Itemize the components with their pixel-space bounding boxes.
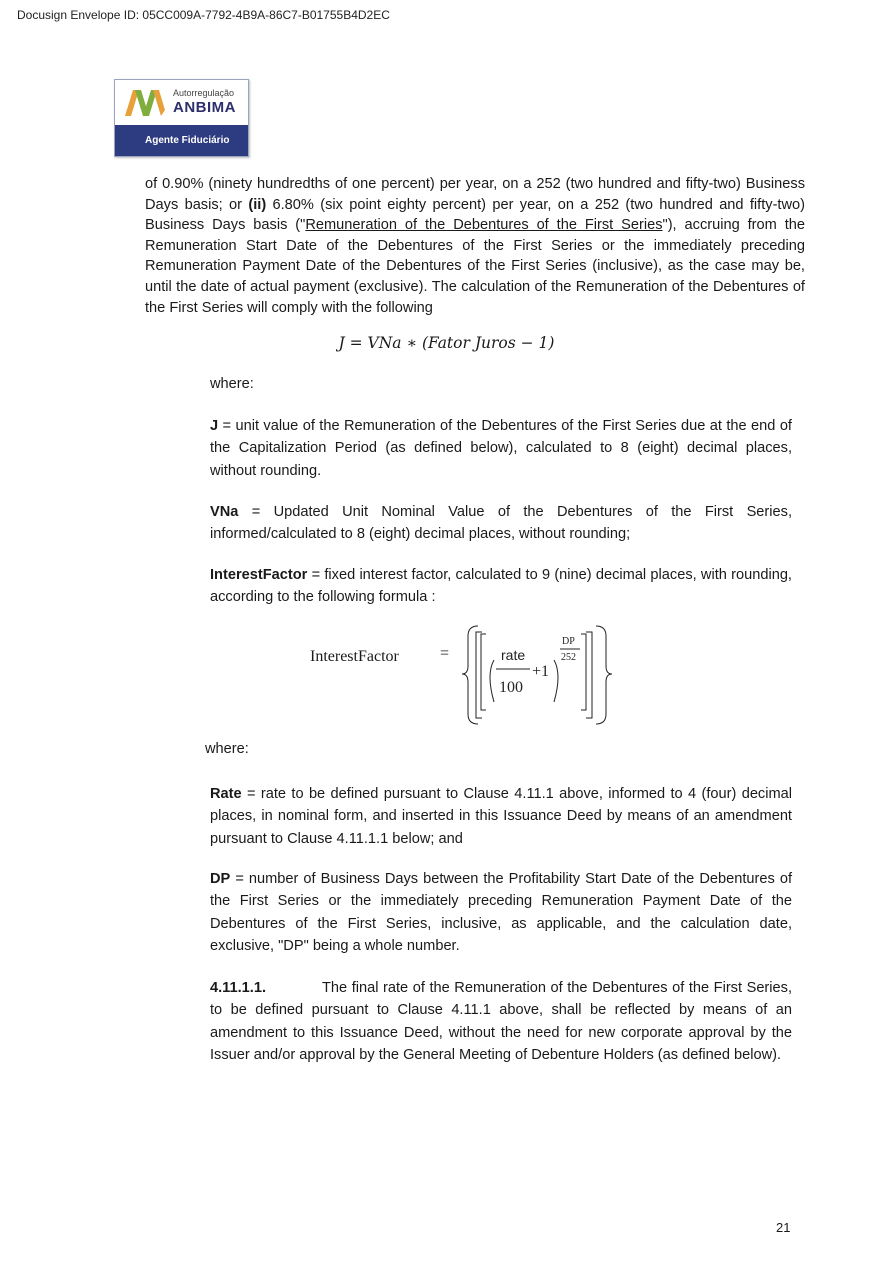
definition-rate: Rate = rate to be defined pursuant to Clause 4.11.1 above, informed to 4 (four) decimal places, in nominal form, and inserted in this Issuance Deed by means of an amendment pursuant to Clause 4.11.1.1 below; and <box>210 786 792 847</box>
intro-paragraph: of 0.90% (ninety hundredths of one percent) per year, on a 252 (two hundred and fifty-two) Business Days basis; or (ii) 6.80% (six point eighty percent) per year, on a 252 (two hundred and fifty-two) Business Days basis ("Remuneration of the Debentures of the First Series"), accruing from the Remuneration Start Date of the Debentures of the First Series or the immediately preceding Remuneration Payment Date of the Debentures of the First Series (inclusive), as the case may be, until the date of actual payment (exclusive). The calculation of the Remuneration of the Debentures of the First Series will comply with the following <box>145 176 806 316</box>
formula-label: InterestFactor <box>310 648 399 665</box>
clause-4-11-1-1: 4.11.1.1. The final rate of the Remuneration of the Debentures of the First Series, to be defined pursuant to Clause 4.11.1 above, shall be reflected by means of an amendment to this Issuance Deed, without the need for new corporate approval by the Issuer and/or approval by the General Meeting of Debenture Holders (as defined below). <box>210 980 792 1064</box>
formula-den: 100 <box>499 679 523 696</box>
formula-exp-den: 252 <box>561 652 576 663</box>
remuneration-formula: J = VNa ∗ (Fator Juros − 1) <box>338 334 555 352</box>
formula-num: rate <box>501 647 526 663</box>
formula-exp-num: DP <box>562 636 575 647</box>
where-label-2: where: <box>205 741 249 757</box>
anbima-mark-icon <box>125 90 165 116</box>
defined-term-link: Remuneration of the Debentures of the First Series <box>305 217 663 234</box>
page-number: 21 <box>776 1220 791 1235</box>
definition-interest-factor: InterestFactor = fixed interest factor, calculated to 9 (nine) decimal places, with rounding, according to the following formula : <box>210 567 792 606</box>
where-label: where: <box>210 376 254 392</box>
logo-subtitle: Autorregulação <box>173 88 235 98</box>
formula-plus-one: +1 <box>532 663 550 680</box>
definition-vna: VNa = Updated Unit Nominal Value of the Debentures of the First Series, informed/calculated to 8 (eight) decimal places, without rounding; <box>210 504 792 543</box>
definition-dp: DP = number of Business Days between the Profitability Start Date of the Debentures of the First Series or the immediately preceding Remuneration Payment Date of the Debentures of the First Series, inclusive, as applicable, and the calculation date, exclusive, "DP" being a whole number. <box>210 871 792 955</box>
logo-title: ANBIMA <box>173 99 236 116</box>
definition-j: J = unit value of the Remuneration of the Debentures of the First Series due at the end of the Capitalization Period (as defined below), calculated to 8 (eight) decimal places, without rounding. <box>210 418 792 479</box>
formula-equals: = <box>440 645 450 662</box>
anbima-logo <box>114 79 249 157</box>
envelope-id: Docusign Envelope ID: 05CC009A-7792-4B9A-86C7-B01755B4D2EC <box>17 8 390 22</box>
interest-factor-formula <box>300 622 620 730</box>
logo-band: Agente Fiduciário <box>115 125 248 156</box>
formula-brackets <box>300 622 620 730</box>
